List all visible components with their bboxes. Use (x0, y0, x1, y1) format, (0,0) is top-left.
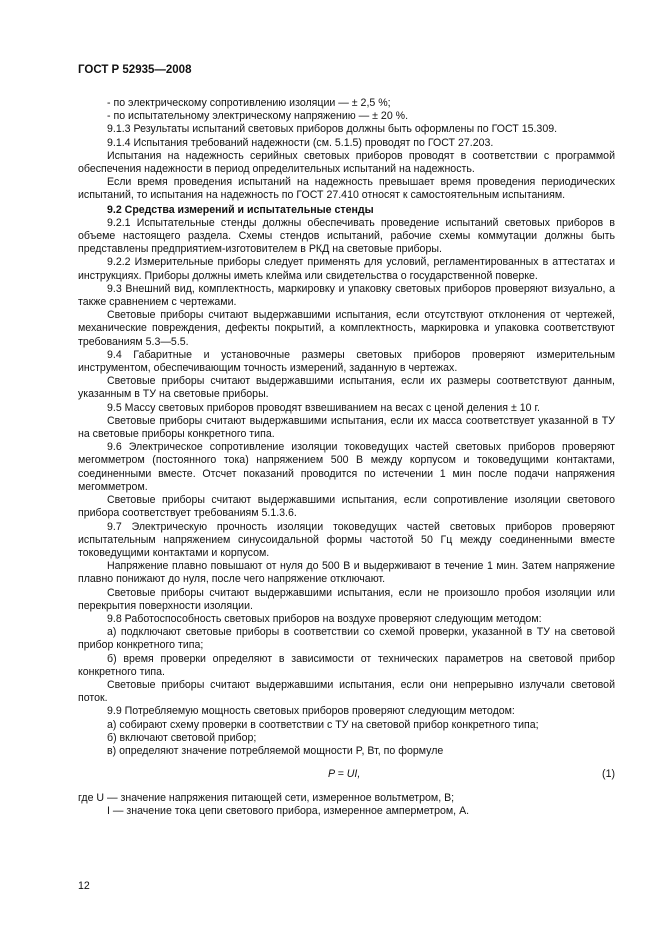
formula: P = UI, (328, 768, 361, 781)
paragraph: 9.2.2 Измерительные приборы следует применять для условий, регламентированных в аттестатах и инструкциях. Приборы должны иметь клейма или свидетельства о государственной поверке. (78, 256, 615, 282)
document-body (78, 97, 615, 819)
paragraph: б) включают световой прибор; (107, 731, 257, 744)
paragraph: 9.3 Внешний вид, комплектность, маркировку и упаковку световых приборов проверяют визуально, а также сравнением с чертежами. (78, 282, 615, 309)
paragraph: Световые приборы считают выдержавшими испытания, если не произошло пробоя изоляции или перекрытия поверхности изоляции. (78, 586, 615, 612)
paragraph: в) определяют значение потребляемой мощности P, Вт, по формуле (107, 744, 444, 757)
paragraph: Испытания на надежность серийных световых приборов проводят в соответствии с программой обеспечения надежности в период определительных испытаний на надежность. (78, 149, 615, 176)
paragraph: Световые приборы считают выдержавшими испытания, если их размеры соответствуют данным, указанным в ТУ на световые приборы. (78, 375, 615, 401)
formula-number: (1) (602, 768, 615, 781)
paragraph: Напряжение плавно повышают от нуля до 500 В и выдерживают в течение 1 мин. Затем напряжение плавно понижают до нуля, после чего напряжение отключают. (78, 560, 615, 586)
paragraph: 9.7 Электрическую прочность изоляции токоведущих частей световых приборов проверяют испытательным напряжением синусоидальной формы частотой 50 Гц между соединенными вместе токоведущими контактами и корпусом. (78, 520, 615, 559)
formula-block (78, 764, 615, 786)
paragraph: б) время проверки определяют в зависимости от технических параметров на световой прибор конкретного типа. (78, 652, 615, 678)
formula-explanation: где U — значение напряжения питающей сети, измеренное вольтметром, В; (78, 792, 455, 805)
paragraph: 9.2.1 Испытательные стенды должны обеспечивать проведение испытаний световых приборов в объеме настоящего раздела. Схемы стендов испытаний, рабочие схемы коммутации должны быть представлены предприятием-изготовителем в РКД на световые приборы. (78, 216, 615, 256)
paragraph: Световые приборы считают выдержавшими испытания, если отсутствуют отклонения от чертежей, механические повреждения, дефекты покрытий, а комплектность, маркировка и упаковка соответствуют требованиям 5.3—5.5. (78, 309, 615, 348)
paragraph: а) собирают схему проверки в соответствии с ТУ на световой прибор конкретного типа; (107, 718, 539, 731)
formula-explanation: I — значение тока цепи светового прибора, измеренное амперметром, А. (107, 805, 470, 818)
paragraph: 9.4 Габаритные и установочные размеры световых приборов проверяют измерительным инструментом, обеспечивающим точность измерений, заданную в чертежах. (78, 348, 615, 375)
paragraph: 9.6 Электрическое сопротивление изоляции токоведущих частей световых приборов проверяют мегомметром (постоянного тока) напряжением 500 В между корпусом и токоведущими контактами, соединенными вместе. Отсчет показаний проводится по истечении 1 мин после подачи напряжения мегомметром. (78, 441, 615, 493)
paragraph: Световые приборы считают выдержавшими испытания, если они непрерывно излучали световой поток. (78, 678, 615, 705)
section-heading: 9.2 Средства измерений и испытательные стенды (107, 203, 374, 216)
paragraph: Световые приборы считают выдержавшими испытания, если сопротивление изоляции светового прибора соответствует требованиям 5.1.3.6. (78, 494, 615, 520)
paragraph: 9.5 Массу световых приборов проводят взвешиванием на весах с ценой деления ± 10 г. (107, 401, 540, 414)
paragraph: 9.9 Потребляемую мощность световых приборов проверяют следующим методом: (107, 705, 515, 718)
paragraph: 9.8 Работоспособность световых приборов на воздухе проверяют следующим методом: (107, 612, 542, 625)
page-number: 12 (78, 880, 90, 892)
paragraph: Световые приборы считают выдержавшими испытания, если их масса соответствует указанной в ТУ на световые приборы конкретного типа. (78, 414, 615, 441)
paragraph: - по испытательному электрическому напряжению — ± 20 %. (107, 110, 409, 123)
paragraph: 9.1.4 Испытания требований надежности (см. 5.1.5) проводят по ГОСТ 27.203. (107, 136, 494, 149)
document-header: ГОСТ Р 52935—2008 (78, 64, 192, 76)
paragraph: - по электрическому сопротивлению изоляции — ± 2,5 %; (107, 97, 391, 109)
paragraph: а) подключают световые приборы в соответствии со схемой проверки, указанной в ТУ на световой прибор конкретного типа; (78, 626, 615, 652)
paragraph: 9.1.3 Результаты испытаний световых приборов должны быть оформлены по ГОСТ 15.309. (107, 123, 558, 136)
paragraph: Если время проведения испытаний на надежность превышает время проведения периодических испытаний, то испытания на надежность по ГОСТ 27.410 относят к самостоятельным испытаниям. (78, 176, 615, 202)
